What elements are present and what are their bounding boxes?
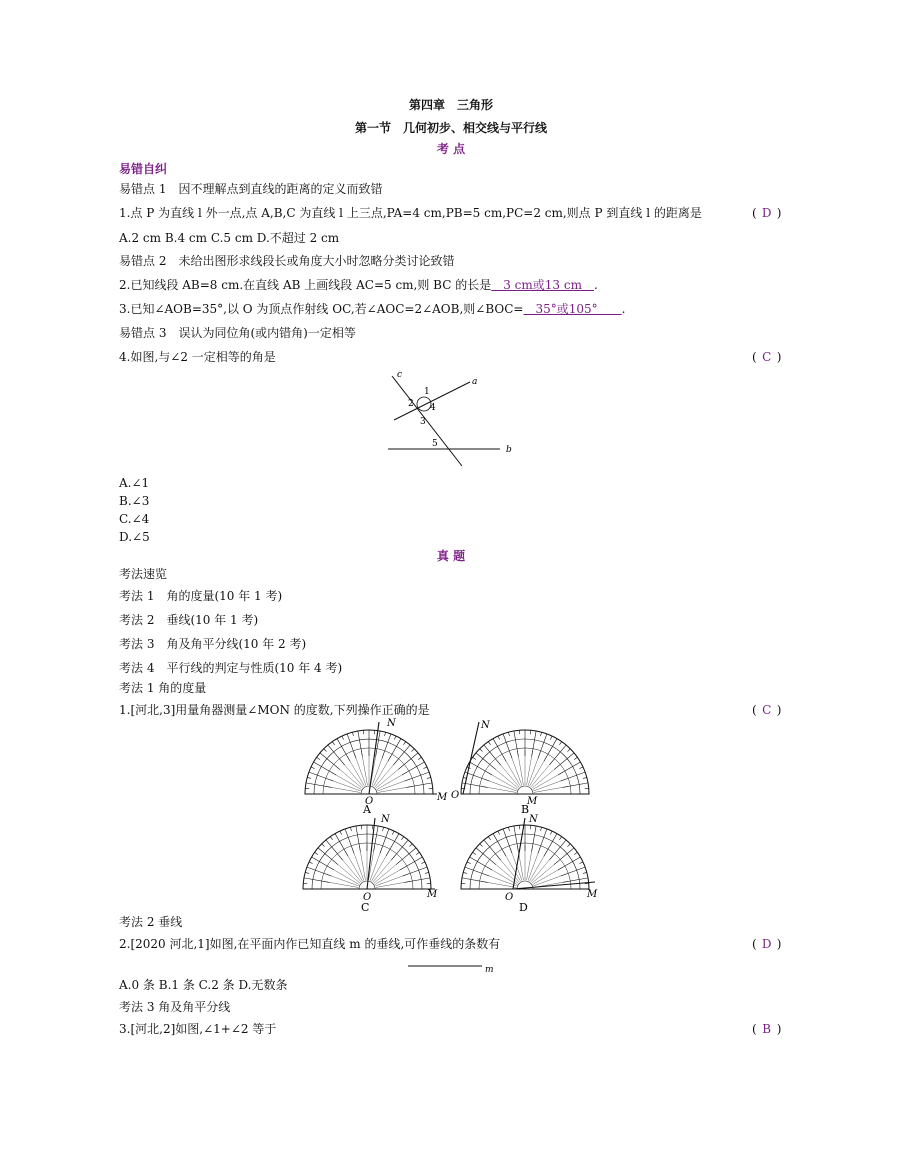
real-question-2-text: 2.[2020 河北,1]如图,在平面内作已知直线 m 的垂线,可作垂线的条数有 [119,937,501,951]
error-point-2-title: 易错点 2 未给出图形求线段长或角度大小时忽略分类讨论致错 [119,254,455,268]
section-title: 第一节 几何初步、相交线与平行线 [354,121,547,135]
label-m: M [527,796,538,807]
option-b-label: B [521,803,530,816]
label-n: N [381,814,390,825]
kaofa-item-1: 考法 1 角的度量(10 年 1 考) [119,589,283,603]
kaodian-heading: 考 点 [436,142,466,156]
kaofa-item-3: 考法 3 角及角平分线(10 年 2 考) [119,637,307,651]
yicuo-heading: 易错自纠 [119,162,168,176]
label-3: 3 [420,417,426,427]
line-m-label: m [485,965,494,974]
question-1-options: A.2 cm B.4 cm C.5 cm D.不超过 2 cm [119,231,340,245]
protractor-figure [295,714,615,916]
label-n: N [387,718,396,729]
label-o: O [365,796,374,807]
ray-on [369,722,379,794]
question-4-text: 4.如图,与∠2 一定相等的角是 [119,350,276,364]
kaofa-item-2: 考法 2 垂线(10 年 1 考) [119,613,259,627]
question-4-answer: ( C ) [752,350,782,364]
question-4-option-d: D.∠5 [119,530,150,544]
real-question-3-answer: ( B ) [752,1022,782,1036]
option-c-label: C [361,901,370,914]
line-m-figure [406,958,506,974]
zhenti-heading: 真 题 [436,549,466,563]
label-1: 1 [424,387,430,397]
label-m: M [437,792,448,803]
question-4-option-b: B.∠3 [119,494,150,508]
label-m: M [587,889,598,900]
real-question-1-text: 1.[河北,3]用量角器测量∠MON 的度数,下列操作正确的是 [119,703,430,717]
protractor-a [305,718,448,807]
label-o: O [505,892,514,903]
error-point-1-title: 易错点 1 因不理解点到直线的距离的定义而致错 [119,182,383,196]
line-a [394,382,470,420]
real-question-3-text: 3.[河北,2]如图,∠1+∠2 等于 [119,1022,277,1036]
real-question-1-answer: ( C ) [752,703,782,717]
ray-om [513,882,595,889]
label-o: O [451,790,460,801]
kaofa-1-title: 考法 1 角的度量 [119,681,207,695]
chapter-title: 第四章 三角形 [408,98,493,112]
label-2: 2 [408,399,414,409]
question-1-text: 1.点 P 为直线 l 外一点,点 A,B,C 为直线 l 上三点,PA=4 cm,PB=5 cm,PC=2 cm,则点 P 到直线 l 的距离是 [119,206,702,220]
option-d-label: D [519,901,528,914]
label-n: N [529,814,538,825]
question-4-option-a: A.∠1 [119,476,150,490]
label-4: 4 [430,403,436,413]
real-question-2-options: A.0 条 B.1 条 C.2 条 D.无数条 [119,978,288,992]
label-m: M [427,889,438,900]
question-1-answer: ( D ) [752,206,782,220]
kaofa-overview: 考法速览 [119,567,168,581]
option-a-label: A [363,803,371,816]
angle-arc [417,397,431,411]
question-2-text: 2.已知线段 AB=8 cm.在直线 AB 上画线段 AC=5 cm,则 BC 的长是 3 cm或13 cm . [119,278,598,292]
label-c: c [397,370,403,380]
kaofa-item-4: 考法 4 平行线的判定与性质(10 年 4 考) [119,661,343,675]
real-question-2-answer: ( D ) [752,937,782,951]
label-5: 5 [432,439,438,449]
protractor-d [461,814,598,903]
kaofa-3-title: 考法 3 角及角平分线 [119,1000,231,1014]
label-b: b [506,445,512,455]
label-a: a [472,377,478,387]
label-o: O [363,892,372,903]
label-n: N [481,720,490,731]
question-3-fill-answer: 35°或105° [523,302,622,316]
question-3-text: 3.已知∠AOB=35°,以 O 为顶点作射线 OC,若∠AOC=2∠AOB,则∠BOC= 35°或105° . [119,302,626,316]
protractor-b [451,720,589,807]
error-point-3-title: 易错点 3 误认为同位角(或内错角)一定相等 [119,326,356,340]
kaofa-2-title: 考法 2 垂线 [119,915,183,929]
protractor-c [303,814,438,903]
question-2-fill-answer: 3 cm或13 cm [491,278,594,292]
question-4-figure [380,366,530,470]
question-4-option-c: C.∠4 [119,512,150,526]
